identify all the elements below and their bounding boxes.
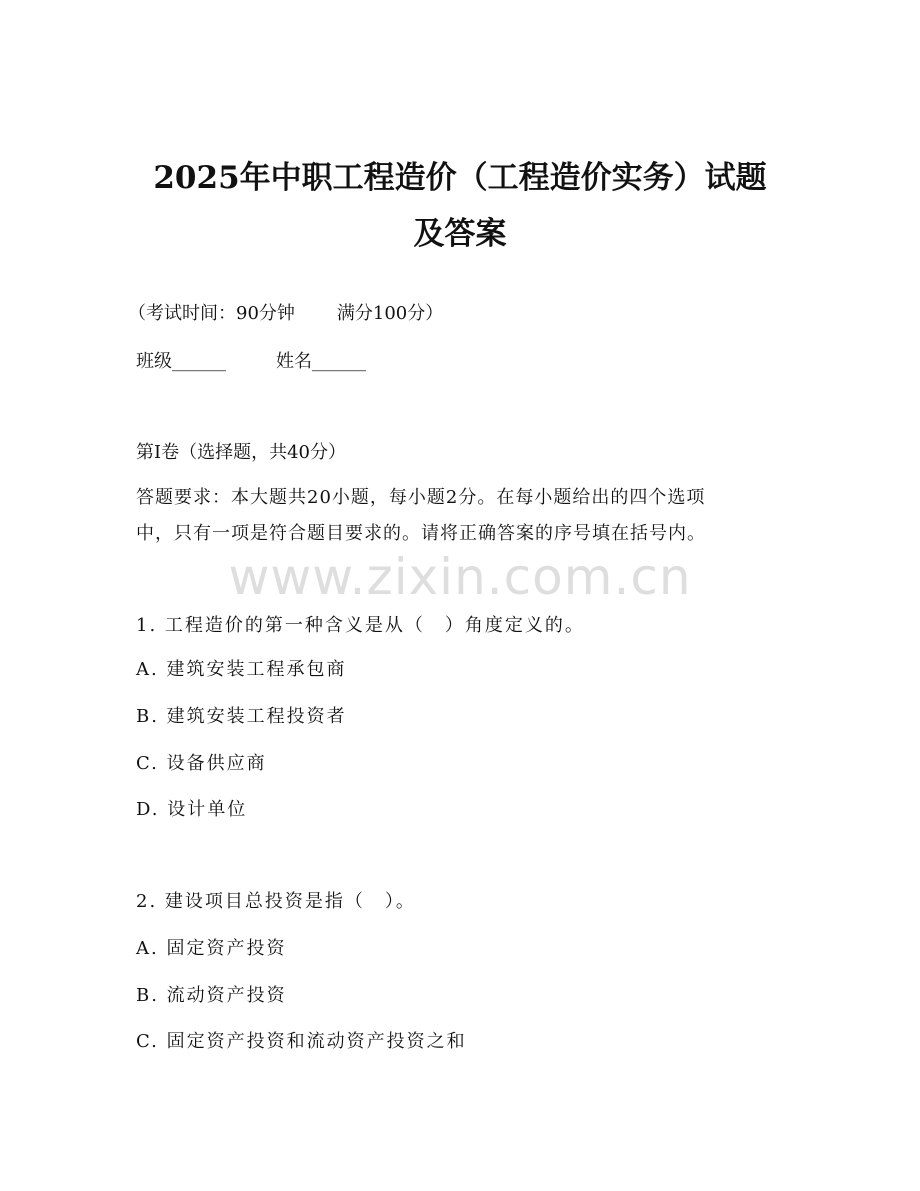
instructions-line-2: 中，只有一项是符合题目要求的。请将正确答案的序号填在括号内。: [136, 523, 706, 544]
question-2-option-c: C. 固定资产投资和流动资产投资之和: [136, 1031, 467, 1052]
name-field: 姓名______: [276, 351, 366, 372]
title-line-2: 及答案: [413, 216, 507, 252]
question-2-option-a: A. 固定资产投资: [136, 938, 287, 959]
title-line-1: 2025年中职工程造价（工程造价实务）试题: [153, 160, 767, 196]
question-1-option-a: A. 建筑安装工程承包商: [136, 659, 347, 680]
exam-score: 满分100分）: [336, 303, 444, 324]
exam-time: （考试时间：90分钟: [128, 303, 295, 324]
question-2-option-b: B. 流动资产投资: [136, 985, 287, 1006]
watermark: www.zixin.com.cn: [228, 548, 692, 606]
student-info: [136, 350, 366, 374]
question-2-stem: 2. 建设项目总投资是指（ ）。: [136, 891, 416, 912]
document-title: [100, 150, 820, 262]
question-1-option-b: B. 建筑安装工程投资者: [136, 706, 347, 727]
question-1-option-d: D. 设计单位: [136, 799, 248, 820]
instructions: [136, 480, 786, 552]
section-title: 第Ⅰ卷（选择题，共40分）: [136, 442, 347, 463]
question-1-stem: 1. 工程造价的第一种含义是从（ ）角度定义的。: [136, 615, 585, 636]
instructions-line-1: 答题要求：本大题共20小题，每小题2分。在每小题给出的四个选项: [136, 487, 706, 508]
question-1-option-c: C. 设备供应商: [136, 753, 267, 774]
exam-info: [128, 302, 443, 326]
class-field: 班级______: [136, 351, 226, 372]
